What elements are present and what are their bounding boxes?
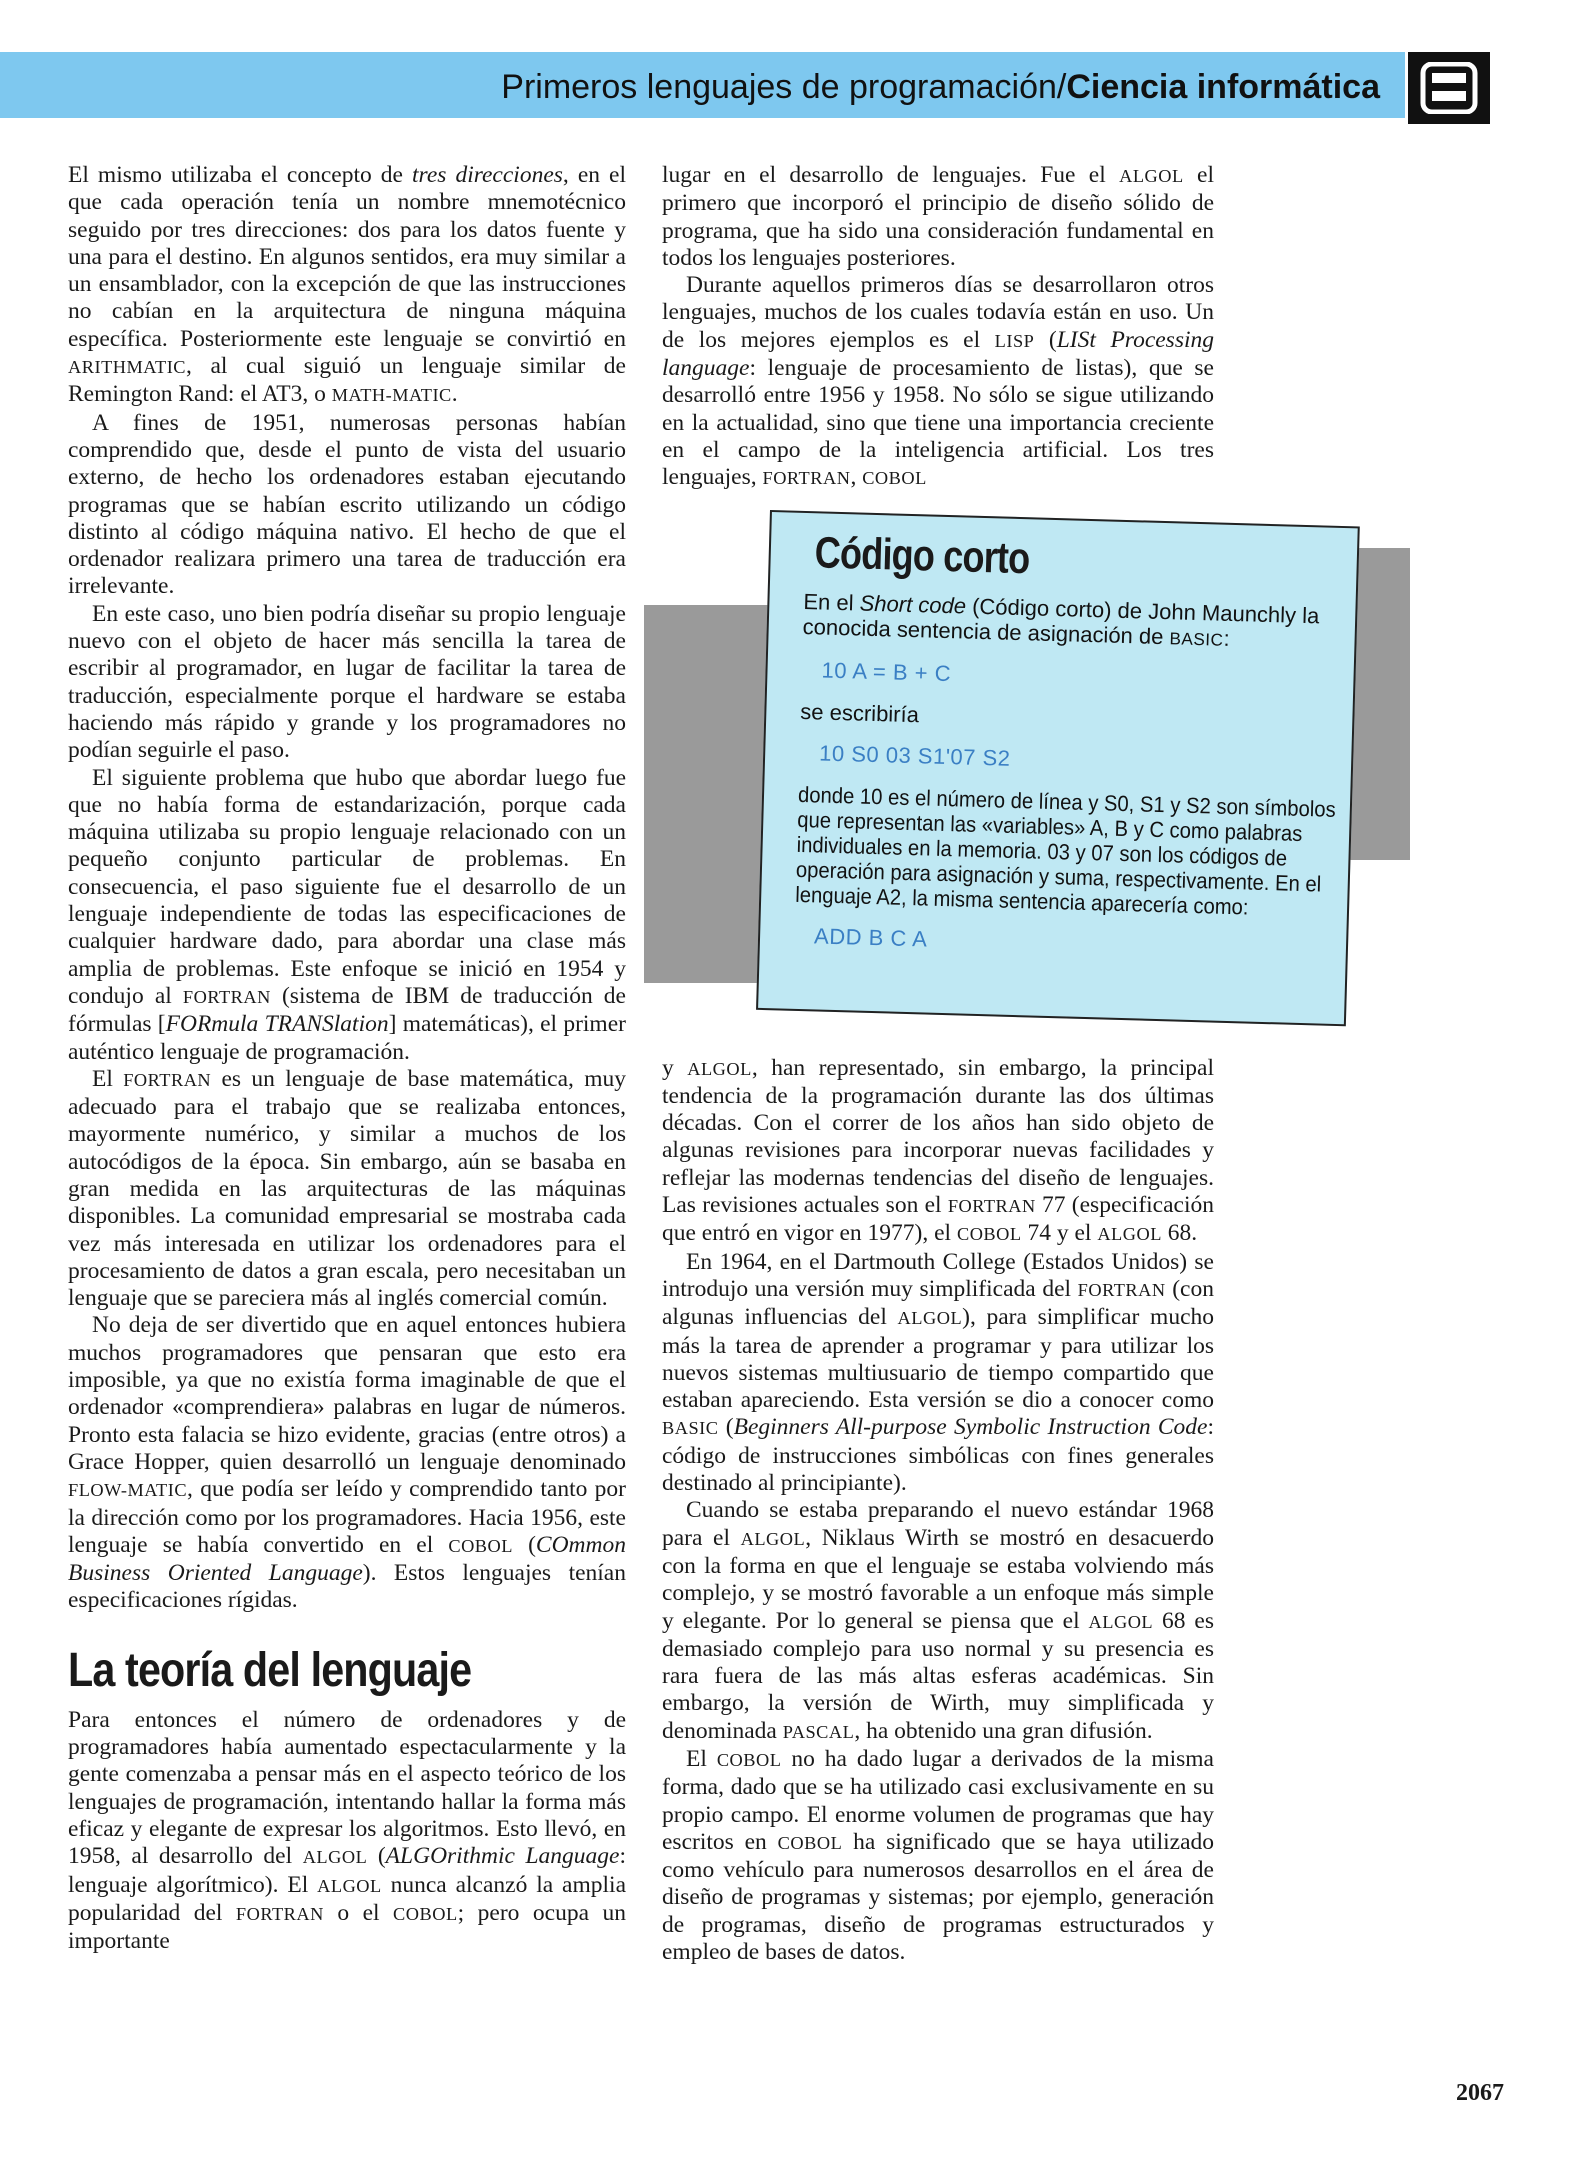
callout-middle: se escribiría — [800, 698, 920, 728]
text-run: ( — [718, 1414, 734, 1441]
small-caps-run: BASIC — [662, 1418, 719, 1439]
text-run: (Código corto) de John Maunchly la conocida sentencia de asignación de — [802, 593, 1320, 650]
text-run: 68 es demasiado complejo para uso normal y su presencia es rara fuera de las más altas esferas académicas. Sin embargo, la versión de Wirth, muy simplificada y denominada — [662, 1607, 1215, 1744]
text-run: ), para simplificar mucho más la tarea de aprender a programar y para utilizar los nuevos sistemas multiusuario de tiempo compartido que estaban apareciendo. Esta versión se dio a conocer como — [662, 1304, 1214, 1414]
text-run: el primero que incorporó el principio de diseño sólido de programa, que ha sido una consideración fundamental en todos los lenguajes posteriores. — [662, 162, 1214, 271]
computer-cabinet-icon — [1420, 62, 1478, 114]
small-caps-run: COBOL — [862, 468, 927, 489]
text-run: ( — [1034, 326, 1057, 353]
text-run: El — [686, 1745, 717, 1772]
italic-run: Beginners All-purpose Symbolic Instruction Code — [733, 1414, 1208, 1441]
small-caps-run: ALGOL — [740, 1528, 806, 1549]
text-run: En 1964, en el Dartmouth College (Estados Unidos) se introdujo una versión muy simplificada del — [662, 1248, 1214, 1302]
italic-run: COmmon Business Oriented Language — [68, 1531, 626, 1587]
small-caps-run: COBOL — [393, 1903, 458, 1924]
code-sample-short-code: 10 S0 03 S1'07 S2 — [818, 740, 1011, 771]
callout-box — [755, 510, 1359, 1046]
paragraph — [68, 601, 626, 765]
small-caps-run: BASIC — [1169, 628, 1224, 650]
small-caps-run: ALGOL — [1088, 1611, 1154, 1632]
text-run: No deja de ser divertido que en aquel entonces hubiera muchos programadores que pensaran que esto era imposible, ya que no existía forma imaginable de que el ordenador «comprendiera» palabras en lugar de números. Pronto esta falacia se hizo evidente, gracias (entre otros) a Grace Hopper, quien desarrolló un lenguaje denominado — [68, 1312, 626, 1475]
text-run: El siguiente problema que hubo que abordar luego fue que no había forma de estandarización, porque cada máquina utilizaba su propio lenguaje relacionado con un pequeño conjunto particular de problemas. En consecuencia, el paso siguiente fue el desarrollo de un lenguaje independiente de todas las especificaciones de cualquier hardware dado, para abordar una clase más amplia de problemas. Este enfoque se inició en 1954 y condujo al — [68, 764, 626, 1009]
text-run: lugar en el desarrollo de lenguajes. Fue el — [662, 162, 1120, 188]
small-caps-run: COBOL — [716, 1749, 782, 1770]
left-column — [68, 162, 626, 1955]
text-run: , que podía ser leído y comprendido tanto por la dirección como por los programadores. Hacia 1956, este lenguaje se había convertido en el — [68, 1476, 626, 1558]
small-caps-run: ALGOL — [1119, 166, 1184, 186]
text-run: El mismo utilizaba el concepto de — [68, 162, 413, 188]
callout-explanation: donde 10 es el número de línea y S0, S1 y S2 son símbolos que representan las «variables» A, B y C como palabras individuales en la memoria. 03 y 07 son los códigos de operación para asignación y suma, respectivamente. En el lenguaje A2, la misma sentencia aparecería como: — [794, 781, 1337, 920]
right-column-bottom — [662, 1055, 1214, 1967]
italic-run: FORmula TRANSlation — [165, 1011, 389, 1038]
small-caps-run: LISP — [994, 330, 1035, 351]
section-heading: La teoría del lenguaje — [68, 1643, 472, 1697]
paragraph — [68, 410, 626, 601]
text-run: es un lenguaje de base matemática, muy adecuado para el trabajo que se realizaba entonces, mayormente numérico, y similar a muchos de los autocódigos de la época. Sin embargo, aún se basaba en gran medida en las arquitecturas de las máquinas disponibles. La comunidad empresarial se mostraba cada vez más interesada en utilizar los ordenadores para el procesamiento de datos a gran escala, pero necesitaban un lenguaje que se pareciera más al inglés comercial común. — [68, 1065, 626, 1312]
text-run: , Niklaus Wirth se mostró en desacuerdo con la forma en que el lenguaje se estaba volviendo más complejo, y se mostró favorable a un enfoque más simple y elegante. Por lo general se piensa que el — [662, 1524, 1214, 1634]
paragraph — [68, 1066, 626, 1313]
text-run: : código de instrucciones simbólicas con fines generales destinado al principiante). — [662, 1414, 1215, 1497]
paragraph — [662, 1055, 1214, 1249]
text-run: , en el que cada operación tenía un nombre mnemotécnico seguido por tres direcciones: dos para los datos fuente y una para el destino. En algunos sentidos, era muy similar a un ensamblador, con la excepción de que las instrucciones no cabían en la arquitectura de ninguna máquina específica. Posteriormente este lenguaje se convirtió en — [68, 162, 626, 352]
paragraph — [68, 162, 626, 410]
callout-panel — [756, 510, 1360, 1026]
paragraph — [68, 765, 626, 1066]
small-caps-run: ALGOL — [1097, 1224, 1162, 1245]
small-caps-run: ARITHMATIC — [68, 357, 187, 378]
italic-run: Short code — [859, 590, 967, 619]
paragraph — [662, 162, 1214, 272]
small-caps-run: ALGOL — [302, 1847, 368, 1868]
text-run: ha significado que se haya utilizado como vehículo para numerosos desarrollos en el área de diseño de programas y sistemas; por ejemplo, generación de programas, diseño de programas estructurados y empleo de bases de datos. — [662, 1828, 1215, 1966]
small-caps-run: COBOL — [777, 1832, 843, 1853]
text-run: : lenguaje de procesamiento de listas), que se desarrolló entre 1956 y 1958. No sólo se sigue utilizando en la actualidad, sino que tiene una importancia creciente en el campo de la inteligencia artificial. Los tres lenguajes, — [662, 355, 1214, 491]
italic-run: LISt Processing language — [662, 326, 1214, 382]
text-run: A fines de 1951, numerosas personas habían comprendido que, desde el punto de vista del usuario externo, de hecho los ordenadores estaban ejecutando programas que se habían escrito utilizando un código distinto al código máquina nativo. El hecho de que el ordenador realizara primero una tarea de traducción era irrelevante. — [68, 409, 626, 600]
right-column — [662, 162, 1214, 1966]
text-run: no ha dado lugar a derivados de la misma forma, dado que se ha utilizado casi exclusivamente en su propio campo. El enorme volumen de programas que hay escritos en — [662, 1745, 1214, 1855]
paragraph — [662, 272, 1214, 492]
running-header — [501, 62, 1380, 112]
section-logo — [1408, 52, 1490, 124]
italic-run: ALGOrithmic Language — [385, 1843, 620, 1870]
small-caps-run: FORTRAN — [762, 468, 851, 489]
text-run: ( — [512, 1531, 536, 1558]
paragraph — [662, 1497, 1214, 1746]
text-run: 77 (especificación que entró en vigor en 1977), el — [662, 1192, 1215, 1247]
small-caps-run: FORTRAN — [235, 1903, 324, 1924]
paragraph — [68, 1312, 626, 1614]
text-run: ; pero ocupa un importante — [68, 1899, 626, 1955]
text-run: ). Estos lenguajes tenían especificaciones rígidas. — [68, 1560, 626, 1614]
small-caps-run: ALGOL — [317, 1875, 382, 1896]
text-run: 68. — [1161, 1220, 1198, 1247]
code-sample-basic: 10 A = B + C — [821, 657, 952, 687]
text-run: : — [1223, 625, 1231, 651]
text-run: nunca alcanzó la amplia popularidad del — [68, 1871, 627, 1926]
text-run: El — [92, 1065, 124, 1092]
small-caps-run: ALGOL — [897, 1308, 963, 1329]
text-run: Durante aquellos primeros días se desarrollaron otros lenguajes, muchos de los cuales todavía están en uso. Un de los mejores ejemplos es el — [662, 272, 1214, 353]
small-caps-run: MATH-MATIC — [331, 385, 452, 406]
small-caps-run: COBOL — [448, 1535, 513, 1556]
small-caps-run: COBOL — [956, 1224, 1022, 1245]
text-run: En el — [803, 588, 861, 616]
small-caps-run: ALGOL — [687, 1058, 752, 1079]
code-sample-a2: ADD B C A — [813, 923, 928, 952]
small-caps-run: FORTRAN — [123, 1069, 212, 1090]
text-run: . — [451, 381, 458, 408]
small-caps-run: FORTRAN — [1077, 1279, 1166, 1300]
text-run: 74 y el — [1021, 1220, 1098, 1247]
small-caps-run: FORTRAN — [182, 986, 271, 1007]
text-run: En este caso, uno bien podría diseñar su propio lenguaje nuevo con el objeto de hacer más sencilla la tarea de escribir al programador, en lugar de facilitar la tarea de traducción, especialmente porque el hardware se estaba haciendo más rápido y grande y los programadores no podían seguirle el paso. — [68, 600, 626, 764]
small-caps-run: FORTRAN — [947, 1196, 1036, 1217]
text-run: , — [850, 464, 863, 491]
paragraph — [68, 1707, 626, 1956]
text-run: y — [662, 1054, 688, 1081]
small-caps-run: PASCAL — [782, 1721, 855, 1742]
text-run: , ha obtenido una gran difusión. — [854, 1717, 1153, 1744]
small-caps-run: FLOW-MATIC — [68, 1480, 188, 1501]
paragraph — [662, 1746, 1214, 1966]
header-title-bold: Ciencia informática — [1066, 68, 1380, 106]
text-run: (con algunas influencias del — [662, 1275, 1214, 1331]
text-run: ] matemáticas), el primer auténtico lenguaje de programación. — [68, 1011, 626, 1065]
text-run: Para entonces el número de ordenadores y de programadores había aumentado espectacularmente y la gente comenzaba a pensar más en el aspecto teórico de los lenguajes de programación, intentando hallar la forma más eficaz y elegante de expresar los algoritmos. Esto llevó, en 1958, al desarrollo del — [68, 1706, 626, 1870]
callout-intro — [802, 589, 1333, 656]
text-run: Cuando se estaba preparando el nuevo estándar 1968 para el — [662, 1497, 1214, 1551]
text-run: o el — [323, 1899, 394, 1926]
text-run: (sistema de IBM de traducción de fórmulas [ — [68, 982, 626, 1038]
paragraph — [662, 1249, 1214, 1498]
italic-run: tres direcciones — [412, 162, 563, 188]
text-run: , al cual siguió un lenguaje similar de Remington Rand: el AT3, o — [68, 353, 626, 408]
text-run: , han representado, sin embargo, la principal tendencia de la programación durante las dos últimas décadas. Con el correr de los años han sido objeto de algunas revisiones para incorporar nuevas facilidades y reflejar las modernas tendencias del diseño de lenguajes. Las revisiones actuales son el — [662, 1054, 1214, 1219]
text-run: : lenguaje algorítmico). El — [68, 1843, 626, 1898]
callout-title: Código corto — [814, 528, 1031, 584]
header-title-regular: Primeros lenguajes de programación/ — [501, 68, 1067, 106]
text-run: ( — [367, 1843, 386, 1870]
right-column-top — [662, 162, 1214, 493]
page-number: 2067 — [1456, 2080, 1504, 2106]
